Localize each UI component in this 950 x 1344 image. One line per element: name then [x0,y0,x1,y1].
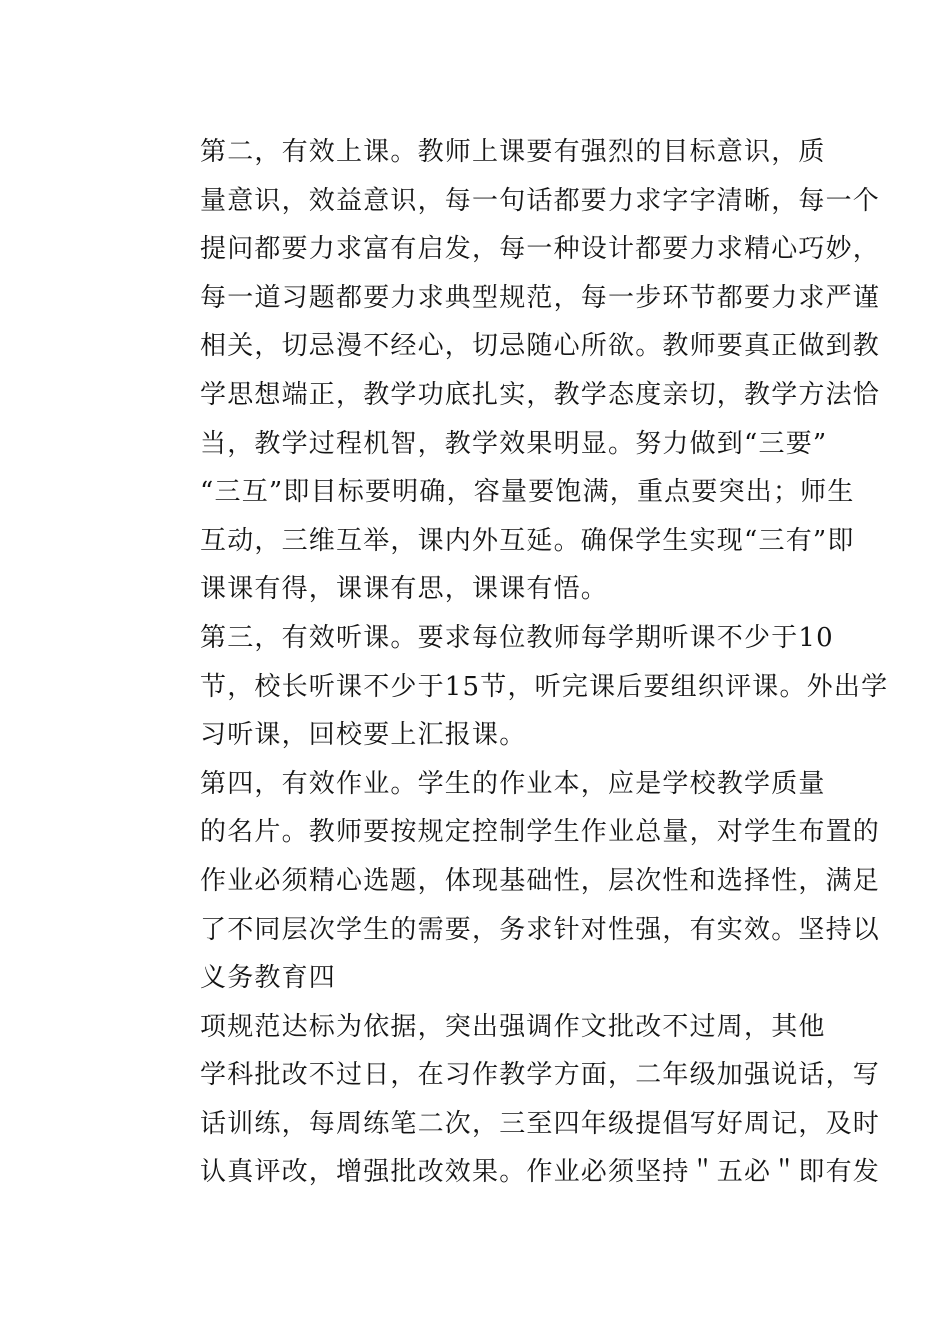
document-body [146,128,889,1197]
paragraph-effective-observation [146,614,889,760]
text-line: 认真评改，增强批改效果。作业必须坚持＂五必＂即有发 [200,1157,881,1188]
text-line: 学科批改不过日，在习作教学方面，二年级加强说话，写 [200,1060,881,1091]
text-line: 的名片。教师要按规定控制学生作业总量，对学生布置的 [200,817,881,848]
text-line: 习听课，回校要上汇报课。 [200,720,527,751]
text-line: 相关，切忌漫不经心，切忌随心所欲。教师要真正做到教 [200,331,881,362]
text-line: 提问都要力求富有启发，每一种设计都要力求精心巧妙， [200,234,881,265]
text-line: 量意识，效益意识，每一句话都要力求字字清晰，每一个 [200,185,881,216]
text-line: “三互”即目标要明确，容量要饱满，重点要突出；师生 [200,477,855,508]
text-line: 第四，有效作业。学生的作业本，应是学校教学质量 [200,768,826,799]
text-line: 义务教育四 [200,963,337,994]
text-line: 作业必须精心选题，体现基础性，层次性和选择性，满足 [200,865,881,896]
text-line: 第三，有效听课。要求每位教师每学期听课不少于10 [200,622,834,653]
text-line: 学思想端正，教学功底扎实，教学态度亲切，教学方法恰 [200,379,881,410]
text-line: 每一道习题都要力求典型规范，每一步环节都要力求严谨 [200,282,881,313]
text-line: 课课有得，课课有思，课课有悟。 [200,574,609,605]
paragraph-effective-teaching [146,128,881,614]
text-line: 节，校长听课不少于15节，听完课后要组织评课。外出学 [200,671,889,702]
text-line: 第二，有效上课。教师上课要有强烈的目标意识，质 [200,137,826,167]
text-line: 当，教学过程机智，教学效果明显。努力做到“三要” [200,428,828,459]
text-line: 了不同层次学生的需要，务求针对性强，有实效。坚持以 [200,914,881,945]
text-line: 项规范达标为依据，突出强调作文批改不过周，其他 [200,1011,826,1042]
paragraph-grading-standards [146,1003,881,1197]
paragraph-effective-homework [146,760,881,1003]
text-line: 互动，三维互举，课内外互延。确保学生实现“三有”即 [200,525,855,556]
text-line: 话训练，每周练笔二次，三至四年级提倡写好周记，及时 [200,1108,881,1139]
